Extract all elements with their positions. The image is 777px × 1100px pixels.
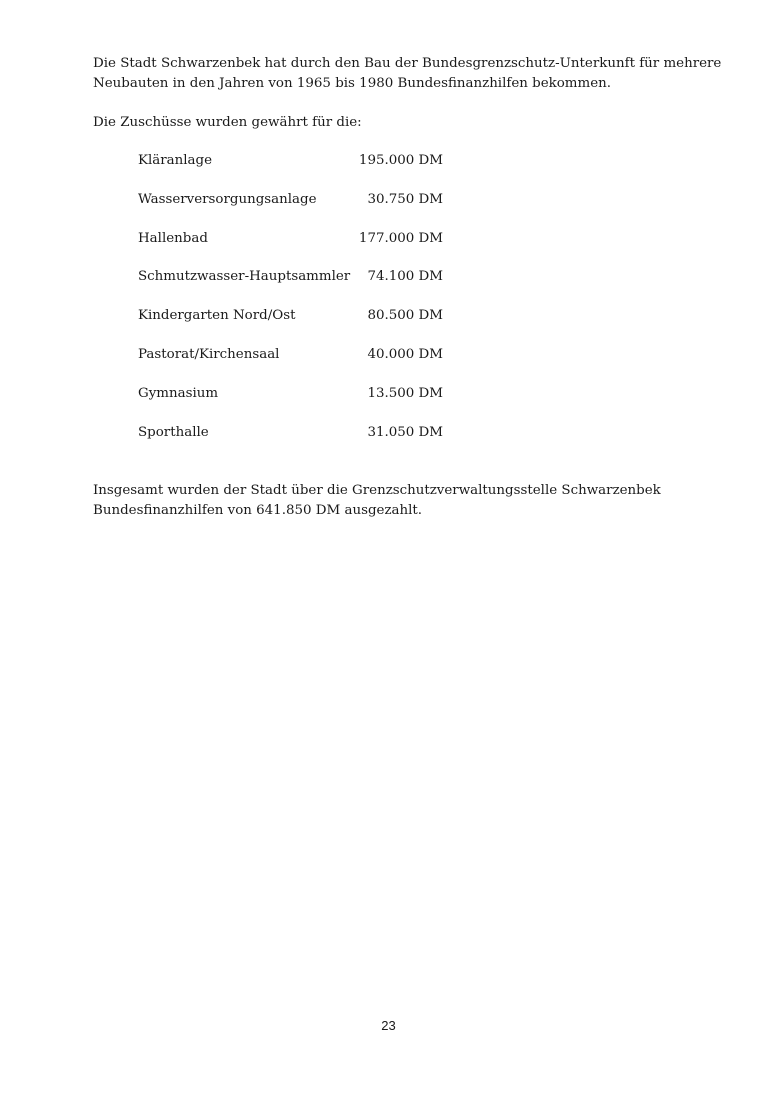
grant-row <box>138 229 458 268</box>
grant-amount: 177.000 DM <box>358 230 443 246</box>
grants-lead-text: Die Zuschüsse wurden gewährt für die: <box>93 115 362 130</box>
grant-name: Sporthalle <box>138 424 209 440</box>
page-number: 23 <box>381 1018 396 1033</box>
summary-paragraph <box>93 481 693 520</box>
grant-name: Gymnasium <box>138 385 219 401</box>
grant-name: Kläranlage <box>138 153 213 168</box>
grant-amount: 80.500 DM <box>367 308 443 324</box>
grant-amount: 30.750 DM <box>367 191 443 207</box>
grant-row <box>138 345 458 384</box>
summary-line: Bundesfinanzhilfen von 641.850 DM ausgezahlt. <box>93 502 423 518</box>
grant-amount: 31.050 DM <box>367 424 443 440</box>
grant-row <box>138 384 458 423</box>
grant-name: Wasserversorgungsanlage <box>138 191 317 207</box>
grant-amount: 74.100 DM <box>367 269 443 285</box>
summary-line: Insgesamt wurden der Stadt über die Grenzschutzverwaltungsstelle Schwarzenbek <box>93 483 661 498</box>
intro-line: Die Stadt Schwarzenbek hat durch den Bau der Bundesgrenzschutz-Unterkunft für mehrere <box>93 56 722 71</box>
grant-row <box>138 306 458 345</box>
intro-paragraph <box>93 54 722 93</box>
grants-list <box>138 151 458 461</box>
grant-amount: 13.500 DM <box>367 385 443 401</box>
grant-amount: 40.000 DM <box>367 346 443 362</box>
grant-amount: 195.000 DM <box>358 153 443 168</box>
grant-row <box>138 151 458 190</box>
grant-row <box>138 423 458 462</box>
grant-row <box>138 267 458 306</box>
grant-name: Hallenbad <box>138 230 208 246</box>
intro-line: Neubauten in den Jahren von 1965 bis 1980 Bundesfinanzhilfen bekommen. <box>93 75 612 91</box>
grant-name: Pastorat/Kirchensaal <box>138 346 280 362</box>
grant-row <box>138 190 458 229</box>
grant-name: Kindergarten Nord/Ost <box>138 308 296 324</box>
grant-name: Schmutzwasser-Hauptsammler <box>138 269 351 285</box>
